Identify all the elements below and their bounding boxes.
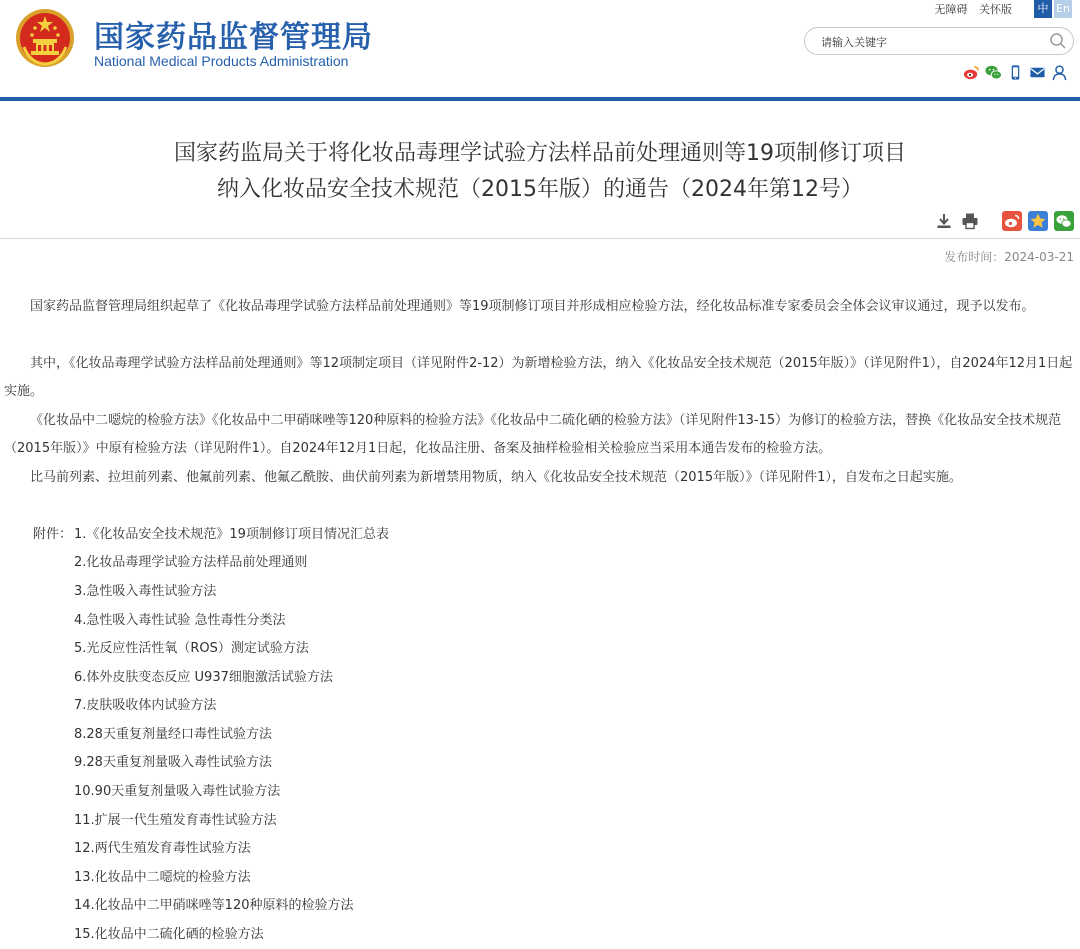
header-divider — [0, 97, 1080, 101]
publish-date: 发布时间：2024-03-21 — [944, 250, 1074, 264]
care-mode-link[interactable]: 关怀版 — [979, 3, 1012, 16]
attachment-link-6[interactable]: 6.体外皮肤变态反应 U937细胞激活试验方法 — [74, 670, 333, 685]
attachment-link-2[interactable]: 2.化妆品毒理学试验方法样品前处理通则 — [74, 555, 308, 570]
site-header — [0, 0, 1080, 98]
attachment-link-8[interactable]: 8.28天重复剂量经口毒性试验方法 — [74, 727, 272, 742]
attachment-link-11[interactable]: 11.扩展一代生殖发育毒性试验方法 — [74, 813, 277, 828]
article-paragraph-2: 其中，《化妆品毒理学试验方法样品前处理通则》等12项制定项目（详见附件2-12）为新增检验方法，纳入《化妆品安全技术规范（2015年版）》（详见附件1），自2024年12月1日起实施。 — [4, 356, 1073, 399]
article-title-line1: 国家药监局关于将化妆品毒理学试验方法样品前处理通则等19项制修订项目 — [174, 141, 906, 166]
accessibility-link[interactable]: 无障碍 — [934, 3, 968, 16]
attachment-link-5[interactable]: 5.光反应性活性氧（ROS）测定试验方法 — [74, 641, 309, 656]
site-name-english[interactable]: National Medical Products Administration — [94, 53, 349, 69]
attachment-link-9[interactable]: 9.28天重复剂量吸入毒性试验方法 — [74, 755, 272, 770]
attachment-link-14[interactable]: 14.化妆品中二甲硝咪唑等120种原料的检验方法 — [74, 898, 354, 913]
attachment-link-15[interactable]: 15.化妆品中二硫化硒的检验方法 — [74, 927, 264, 942]
mobile-icon[interactable] — [1007, 64, 1024, 81]
attachment-link-3[interactable]: 3.急性吸入毒性试验方法 — [74, 584, 217, 599]
attachment-link-12[interactable]: 12.两代生殖发育毒性试验方法 — [74, 841, 251, 856]
top-links — [927, 1, 1013, 17]
share-weibo-icon[interactable] — [1002, 211, 1022, 231]
share-wechat-icon[interactable] — [1054, 211, 1074, 231]
print-icon[interactable] — [960, 211, 980, 231]
article-paragraph-4: 比马前列素、拉坦前列素、他氟前列素、他氟乙酰胺、曲伏前列素为新增禁用物质，纳入《化妆品安全技术规范（2015年版）》（详见附件1），自发布之日起实施。 — [30, 470, 962, 485]
article-tools — [934, 211, 1074, 231]
attachment-link-7[interactable]: 7.皮肤吸收体内试验方法 — [74, 698, 217, 713]
attachment-link-4[interactable]: 4.急性吸入毒性试验 急性毒性分类法 — [74, 613, 286, 628]
national-emblem-icon[interactable] — [14, 7, 76, 69]
article-paragraph-3: 《化妆品中二噁烷的检验方法》《化妆品中二甲硝咪唑等120种原料的检验方法》《化妆品中二硫化硒的检验方法》（详见附件13-15）为修订的检验方法，替换《化妆品安全技术规范（2015年版）》中原有检验方法（详见附件1）。自2024年12月1日起，化妆品注册、备案及抽样检验相关检验应当采用本通告发布的检验方法。 — [4, 413, 1062, 456]
social-links — [963, 64, 1068, 81]
wechat-icon[interactable] — [985, 64, 1002, 81]
search-icon[interactable] — [1049, 32, 1067, 50]
title-divider — [0, 238, 1080, 239]
language-switch — [1034, 0, 1072, 18]
download-icon[interactable] — [934, 211, 954, 231]
attachment-link-13[interactable]: 13.化妆品中二噁烷的检验方法 — [74, 870, 251, 885]
attachment-link-1[interactable]: 1.《化妆品安全技术规范》19项制修订项目情况汇总表 — [74, 527, 389, 542]
site-name[interactable]: 国家药品监督管理局 — [94, 20, 373, 55]
lang-zh-button[interactable]: 中 — [1034, 0, 1052, 18]
search-box — [804, 27, 1074, 55]
article-title-line2: 纳入化妆品安全技术规范（2015年版）的通告（2024年第12号） — [217, 177, 863, 202]
share-qzone-icon[interactable] — [1028, 211, 1048, 231]
attachment-link-10[interactable]: 10.90天重复剂量吸入毒性试验方法 — [74, 784, 281, 799]
user-icon[interactable] — [1051, 64, 1068, 81]
search-input[interactable] — [819, 31, 1043, 53]
weibo-icon[interactable] — [963, 64, 980, 81]
attachments-label: 附件： — [33, 527, 73, 542]
lang-en-button[interactable]: En — [1054, 0, 1072, 18]
mail-icon[interactable] — [1029, 64, 1046, 81]
article-paragraph-1: 国家药品监督管理局组织起草了《化妆品毒理学试验方法样品前处理通则》等19项制修订项目并形成相应检验方法，经化妆品标准专家委员会全体会议审议通过，现予以发布。 — [30, 299, 1035, 314]
